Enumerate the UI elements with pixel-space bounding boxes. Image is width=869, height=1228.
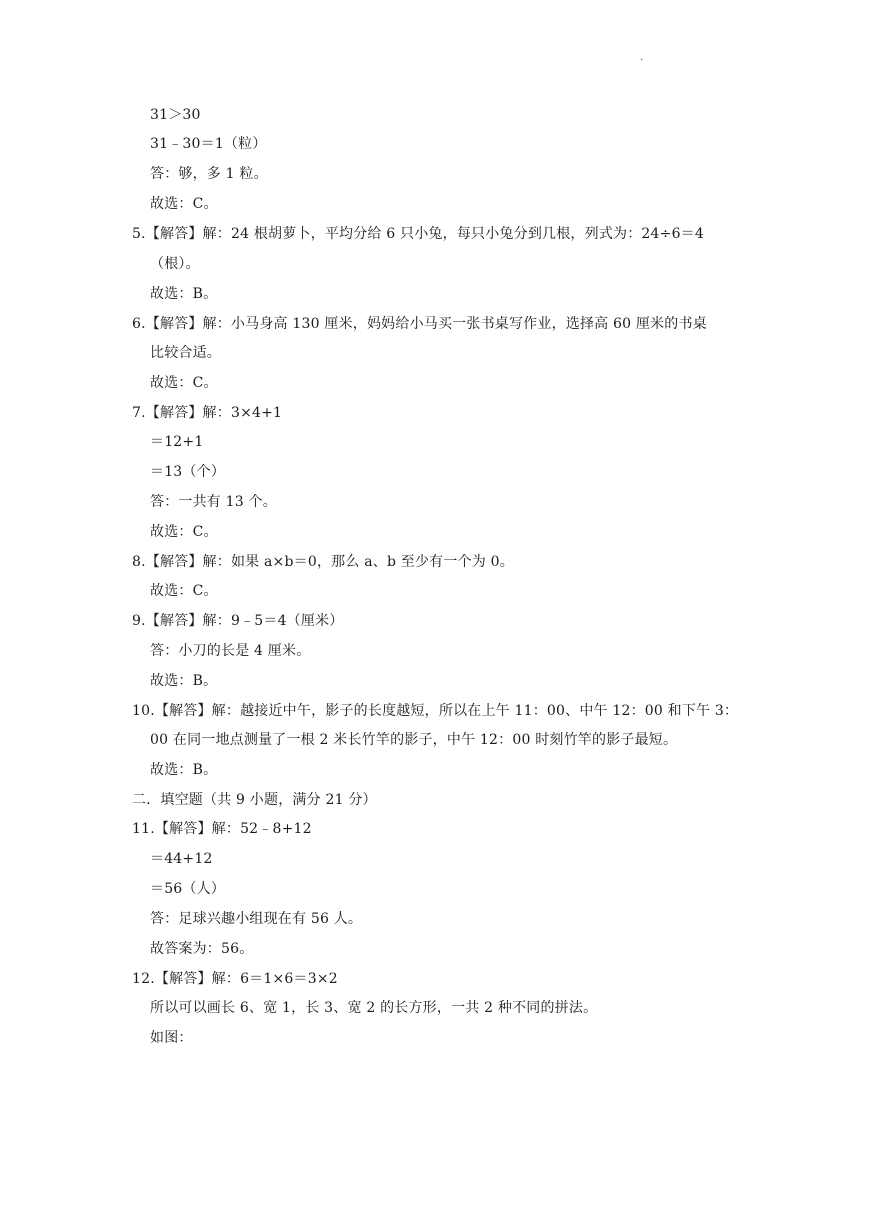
- text-line: 5.【解答】解：24 根胡萝卜，平均分给 6 只小兔，每只小兔分到几根，列式为：24÷6＝4: [132, 226, 704, 242]
- text-line: 答：一共有 13 个。: [150, 494, 277, 510]
- text-line: 00 在同一地点测量了一根 2 米长竹竿的影子，中午 12：00 时刻竹竿的影子最短。: [150, 732, 678, 748]
- text-line: 故选：B。: [150, 286, 218, 302]
- text-line: 故选：C。: [150, 583, 218, 599]
- text-line: 故选：C。: [150, 524, 218, 540]
- text-line: ＝12+1: [150, 434, 204, 450]
- text-line: 答：足球兴趣小组现在有 56 人。: [150, 911, 363, 927]
- text-line: （根）。: [150, 256, 200, 272]
- text-line: 11.【解答】解：52﹣8+12: [132, 821, 312, 837]
- text-line: 所以可以画长 6、宽 1，长 3、宽 2 的长方形，一共 2 种不同的拼法。: [150, 1000, 598, 1016]
- text-line: 比较合适。: [150, 345, 221, 361]
- header-mark: .: [640, 52, 644, 63]
- text-line: 故选：C。: [150, 375, 218, 391]
- text-line: 答：小刀的长是 4 厘米。: [150, 643, 311, 659]
- text-line: ＝44+12: [150, 851, 213, 867]
- text-line: 12.【解答】解：6＝1×6＝3×2: [132, 971, 338, 987]
- text-line: ＝56（人）: [150, 881, 226, 897]
- text-line: 故选：B。: [150, 673, 218, 689]
- text-line: 故答案为：56。: [150, 941, 254, 957]
- text-line: 故选：C。: [150, 196, 218, 212]
- text-line: 10.【解答】解：越接近中午，影子的长度越短，所以在上午 11：00、中午 12：00 和下午 3：: [132, 703, 739, 719]
- text-line: 二．填空题（共 9 小题，满分 21 分）: [132, 792, 377, 808]
- text-line: 9.【解答】解：9﹣5＝4（厘米）: [132, 613, 344, 629]
- text-line: 故选：B。: [150, 762, 218, 778]
- text-line: 7.【解答】解：3×4+1: [132, 405, 283, 421]
- text-line: 31＞30: [150, 107, 201, 123]
- text-line: 31﹣30＝1（粒）: [150, 136, 267, 152]
- text-line: 如图：: [150, 1030, 193, 1046]
- text-line: 6.【解答】解：小马身高 130 厘米，妈妈给小马买一张书桌写作业，选择高 60 厘米的书桌: [132, 316, 707, 332]
- text-line: 8.【解答】解：如果 a×b＝0，那么 a、b 至少有一个为 0。: [132, 554, 514, 570]
- text-line: 答：够，多 1 粒。: [150, 166, 268, 182]
- text-line: ＝13（个）: [150, 464, 226, 480]
